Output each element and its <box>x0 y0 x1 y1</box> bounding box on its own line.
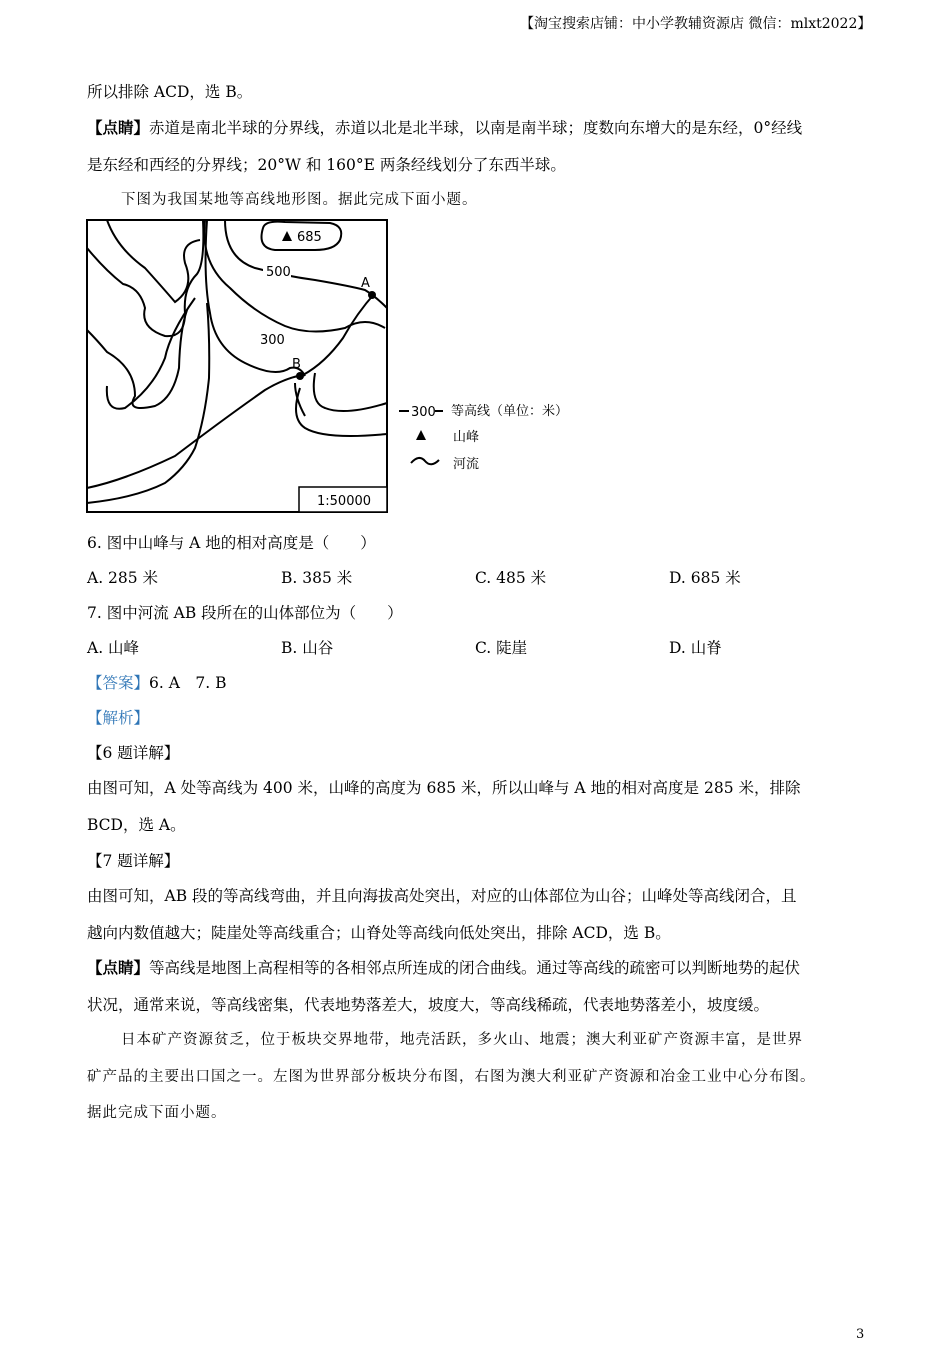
text-line: 所以排除 ACD，选 B。 <box>87 83 253 101</box>
q7-option-c: C. 陡崖 <box>475 639 528 657</box>
tip-tag: 【点睛】 <box>87 958 150 977</box>
detail-6-title: 【6 题详解】 <box>87 744 180 762</box>
analysis-tag: 【解析】 <box>87 709 150 727</box>
legend-peak-icon <box>416 430 426 440</box>
question-7-stem: 7. 图中河流 AB 段所在的山体部位为（ ） <box>87 604 403 622</box>
peak-label: 685 <box>297 230 322 245</box>
q6-option-c: C. 485 米 <box>475 569 547 587</box>
contour-label-500: 500 <box>266 265 291 280</box>
detail-7-title: 【7 题详解】 <box>87 852 180 870</box>
detail-7-line: 由图可知，AB 段的等高线弯曲，并且向海拔高处突出，对应的山体部位为山谷；山峰处等高线闭合，且 <box>87 887 797 905</box>
detail-6-line: BCD，选 A。 <box>87 816 186 834</box>
page-header: 【淘宝搜索店铺：中小学教辅资源店 微信：mlxt2022】 <box>520 16 872 32</box>
question-6-stem: 6. 图中山峰与 A 地的相对高度是（ ） <box>87 534 376 552</box>
q7-option-d: D. 山脊 <box>669 639 722 657</box>
q7-option-b: B. 山谷 <box>281 639 334 657</box>
detail-7-line: 越向内数值越大；陡崖处等高线重合；山脊处等高线向低处突出，排除 ACD，选 B。 <box>87 924 671 942</box>
point-a-marker <box>368 291 376 299</box>
tip-tag: 【点睛】 <box>87 118 150 137</box>
q7-option-a: A. 山峰 <box>87 639 140 657</box>
tip-text: 等高线是地图上高程相等的各相邻点所连成的闭合曲线。通过等高线的疏密可以判断地势的起伏 <box>149 959 801 977</box>
tip-line: 状况，通常来说，等高线密集，代表地势落差大，坡度大，等高线稀疏，代表地势落差小，坡度缓。 <box>87 996 770 1014</box>
answer-tag: 【答案】 <box>87 674 150 692</box>
q6-option-b: B. 385 米 <box>281 569 353 587</box>
contour-label-300: 300 <box>260 333 285 348</box>
point-b-label: B <box>292 357 301 372</box>
legend-river-icon <box>411 458 439 464</box>
q6-option-d: D. 685 米 <box>669 569 741 587</box>
tip-text: 赤道是南北半球的分界线，赤道以北是北半球，以南是南半球；度数向东增大的是东经，0°经线 <box>149 119 803 137</box>
legend-contour-value: 300 <box>411 405 436 420</box>
detail-6-line: 由图可知，A 处等高线为 400 米，山峰的高度为 685 米，所以山峰与 A 地的相对高度是 285 米，排除 <box>87 779 801 797</box>
next-intro-line: 矿产品的主要出口国之一。左图为世界部分板块分布图，右图为澳大利亚矿产资源和冶金工业中心分布图。 <box>87 1069 816 1085</box>
next-intro-line: 日本矿产资源贫乏，位于板块交界地带，地壳活跃，多火山、地震；澳大利亚矿产资源丰富，是世界 <box>121 1032 803 1048</box>
map-scale: 1:50000 <box>317 494 372 509</box>
tip-paragraph <box>87 118 802 138</box>
contour-map <box>85 218 575 518</box>
answer-line <box>87 673 227 693</box>
tip-paragraph <box>87 958 800 978</box>
answer-text: 6. A 7. B <box>149 674 227 692</box>
text-line: 是东经和西经的分界线；20°W 和 160°E 两条经线划分了东西半球。 <box>87 156 566 174</box>
legend-contour-text: 等高线（单位：米） <box>451 404 569 419</box>
q6-option-a: A. 285 米 <box>87 569 159 587</box>
question-intro: 下图为我国某地等高线地形图。据此完成下面小题。 <box>121 192 478 208</box>
page-number: 3 <box>856 1327 865 1342</box>
legend-peak-text: 山峰 <box>453 430 480 445</box>
point-b-marker <box>296 372 304 380</box>
next-intro-line: 据此完成下面小题。 <box>87 1105 227 1121</box>
legend-river-text: 河流 <box>453 457 480 472</box>
point-a-label: A <box>361 276 370 291</box>
